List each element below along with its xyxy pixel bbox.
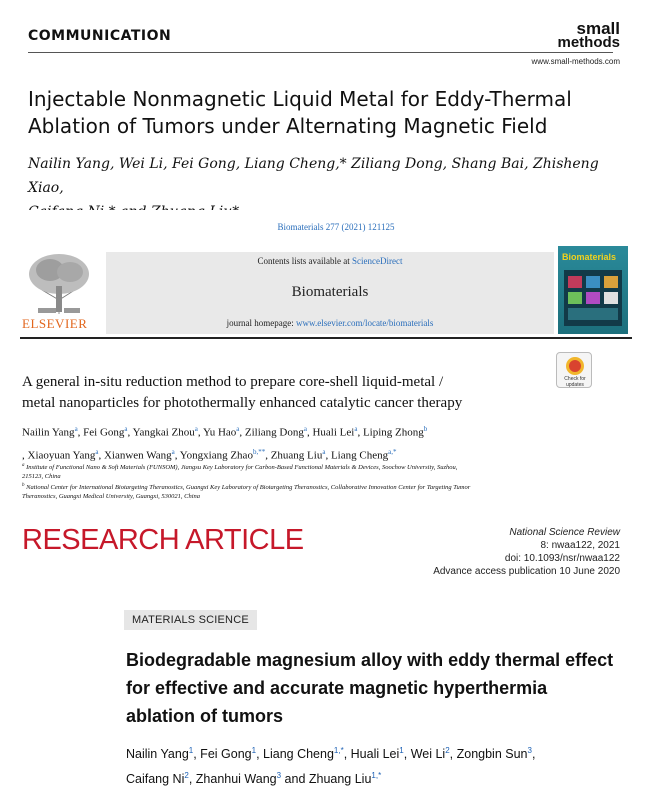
author-name: , Yangkai Zhou xyxy=(127,426,195,439)
title-line3: ablation of tumors xyxy=(126,706,283,726)
cover-artwork xyxy=(564,270,622,326)
author-name: , Liang Cheng xyxy=(325,449,389,462)
author-affiliation-mark[interactable]: b,** xyxy=(252,447,266,456)
journal-url[interactable]: www.small-methods.com xyxy=(531,57,620,66)
affiliation-text: Institute of Functional Nano & Soft Materials (FUNSOM), Jiangsu Key Laboratory for Carbon-Based Functional Materials & Devices, Soochow University, Suzhou, xyxy=(26,464,458,472)
logo-line2: methods xyxy=(557,34,620,51)
author-affiliation-mark[interactable]: 2 xyxy=(184,771,189,781)
author-name: , Ziliang Dong xyxy=(239,426,304,439)
journal-name: National Science Review xyxy=(509,527,620,538)
author-affiliation-mark[interactable]: 3 xyxy=(276,771,282,781)
masthead-divider xyxy=(20,337,632,339)
advance-access-date: Advance access publication 10 June 2020 xyxy=(433,566,620,577)
affiliation-mark: a xyxy=(22,463,25,468)
author-name: , Xiaoyuan Yang xyxy=(22,449,96,462)
affiliation-text: National Center for International Biotargeting Theranostics, Guangxi Key Laboratory of Biotargeting Theranostics, Collaborative Innovation Center for Targeting Tumor xyxy=(26,484,471,492)
journal-name: Biomaterials xyxy=(291,284,369,300)
check-for-updates-label: Check for updates xyxy=(564,376,586,388)
author-affiliation-mark[interactable]: a xyxy=(194,425,198,433)
journal-info-box xyxy=(106,252,554,334)
author-affiliation-mark[interactable]: 1,* xyxy=(333,746,344,755)
author-affiliation-mark[interactable]: a xyxy=(322,447,326,456)
logo-line1: small xyxy=(576,19,620,38)
header-divider xyxy=(28,52,613,53)
author-affiliation-mark[interactable]: a xyxy=(303,425,307,433)
article-section-label: COMMUNICATION xyxy=(28,28,172,44)
authors-line1: Nailin Yang, Wei Li, Fei Gong, Liang Cheng,* Ziliang Dong, Shang Bai, Zhisheng Xiao, xyxy=(28,156,599,196)
affiliation-text-cont: Theranostics, Guangxi Medical University, Guangxi, 530021, China xyxy=(22,493,201,501)
volume-info: 8: nwaa122, 2021 xyxy=(540,540,620,551)
affiliation-a xyxy=(22,461,632,481)
authors-line1 xyxy=(126,740,646,765)
affiliation-text-cont: 215123, China xyxy=(22,473,61,481)
article-title xyxy=(22,372,582,414)
author-affiliation-mark[interactable]: 1,* xyxy=(371,771,382,781)
author-name: , Huali Lei xyxy=(343,747,400,762)
homepage-link[interactable]: www.elsevier.com/locate/biomaterials xyxy=(296,318,434,328)
author-name: , xyxy=(531,747,536,762)
author-list xyxy=(22,420,622,465)
journal-cover-thumbnail xyxy=(558,246,628,334)
elsevier-wordmark: ELSEVIER xyxy=(22,316,88,331)
author-affiliation-mark[interactable]: 1 xyxy=(251,746,257,755)
subject-category-badge: MATERIALS SCIENCE xyxy=(124,610,257,630)
author-affiliation-mark[interactable]: a xyxy=(74,425,78,433)
contents-prefix: Contents lists available at xyxy=(257,256,352,266)
elsevier-tree-logo xyxy=(20,250,98,331)
article-title xyxy=(126,646,626,730)
author-affiliation-mark[interactable]: 1 xyxy=(188,746,194,755)
author-name: , Fei Gong xyxy=(193,747,252,762)
author-affiliation-mark[interactable]: a xyxy=(124,425,128,433)
journal-citation[interactable]: Biomaterials 277 (2021) 121125 xyxy=(277,222,395,232)
title-line1: Injectable Nonmagnetic Liquid Metal for Eddy-Thermal xyxy=(28,87,572,111)
small-methods-logo xyxy=(557,20,620,50)
authors-line1 xyxy=(22,420,622,443)
author-affiliation-mark[interactable]: a xyxy=(95,447,99,456)
author-name: , Liang Cheng xyxy=(256,747,334,762)
contents-line xyxy=(106,256,554,266)
author-name: , Xianwen Wang xyxy=(98,449,172,462)
article-type-label: RESEARCH ARTICLE xyxy=(22,524,304,556)
title-line2: metal nanoparticles for photothermally enhanced catalytic cancer therapy xyxy=(22,395,463,411)
author-name: , Huali Lei xyxy=(306,426,355,439)
author-affiliation-mark[interactable]: 3 xyxy=(527,746,532,755)
author-name: and Zhuang Liu xyxy=(281,772,372,787)
author-list xyxy=(126,740,646,790)
article-title xyxy=(28,86,618,140)
author-name: , Liping Zhong xyxy=(357,426,424,439)
author-name: , Zongbin Sun xyxy=(449,747,528,762)
author-affiliation-mark[interactable]: a xyxy=(236,425,240,433)
author-name: , Zhuang Liu xyxy=(265,449,323,462)
doi[interactable]: doi: 10.1093/nsr/nwaa122 xyxy=(504,553,620,564)
author-name: Caifang Ni xyxy=(126,772,185,787)
journal-masthead xyxy=(20,246,632,332)
cover-title: Biomaterials xyxy=(562,252,617,262)
title-line1: A general in-situ reduction method to prepare core-shell liquid-metal / xyxy=(22,374,444,390)
sciencedirect-link[interactable]: ScienceDirect xyxy=(352,256,403,266)
publication-metadata xyxy=(433,526,620,578)
affiliation-b xyxy=(22,481,632,501)
title-line1: Biodegradable magnesium alloy with eddy thermal effect xyxy=(126,650,614,670)
author-name: , Yongxiang Zhao xyxy=(174,449,253,462)
author-affiliation-mark[interactable]: a,* xyxy=(388,447,397,456)
authors-line2 xyxy=(126,765,646,790)
author-name: , Zhanhui Wang xyxy=(188,772,277,787)
author-name: , Yu Hao xyxy=(197,426,237,439)
biomaterials-article-header xyxy=(0,210,672,510)
homepage-line xyxy=(106,318,554,328)
nsr-article-header xyxy=(0,510,672,800)
author-affiliation-mark[interactable]: b xyxy=(423,425,428,433)
author-affiliation-mark[interactable]: 1 xyxy=(399,746,404,755)
affiliation-mark: b xyxy=(22,483,25,488)
author-affiliation-mark[interactable]: 2 xyxy=(445,746,450,755)
author-name: , Wei Li xyxy=(403,747,446,762)
author-affiliation-mark[interactable]: a xyxy=(354,425,358,433)
small-methods-article-header xyxy=(0,0,672,210)
author-name: Nailin Yang xyxy=(126,747,189,762)
author-affiliation-mark[interactable]: a xyxy=(171,447,175,456)
author-name: , Fei Gong xyxy=(77,426,125,439)
title-line2: for effective and accurate magnetic hyperthermia xyxy=(126,678,548,698)
title-line2: Ablation of Tumors under Alternating Magnetic Field xyxy=(28,114,548,138)
author-name: Nailin Yang xyxy=(22,426,75,439)
homepage-prefix: journal homepage: xyxy=(226,318,297,328)
